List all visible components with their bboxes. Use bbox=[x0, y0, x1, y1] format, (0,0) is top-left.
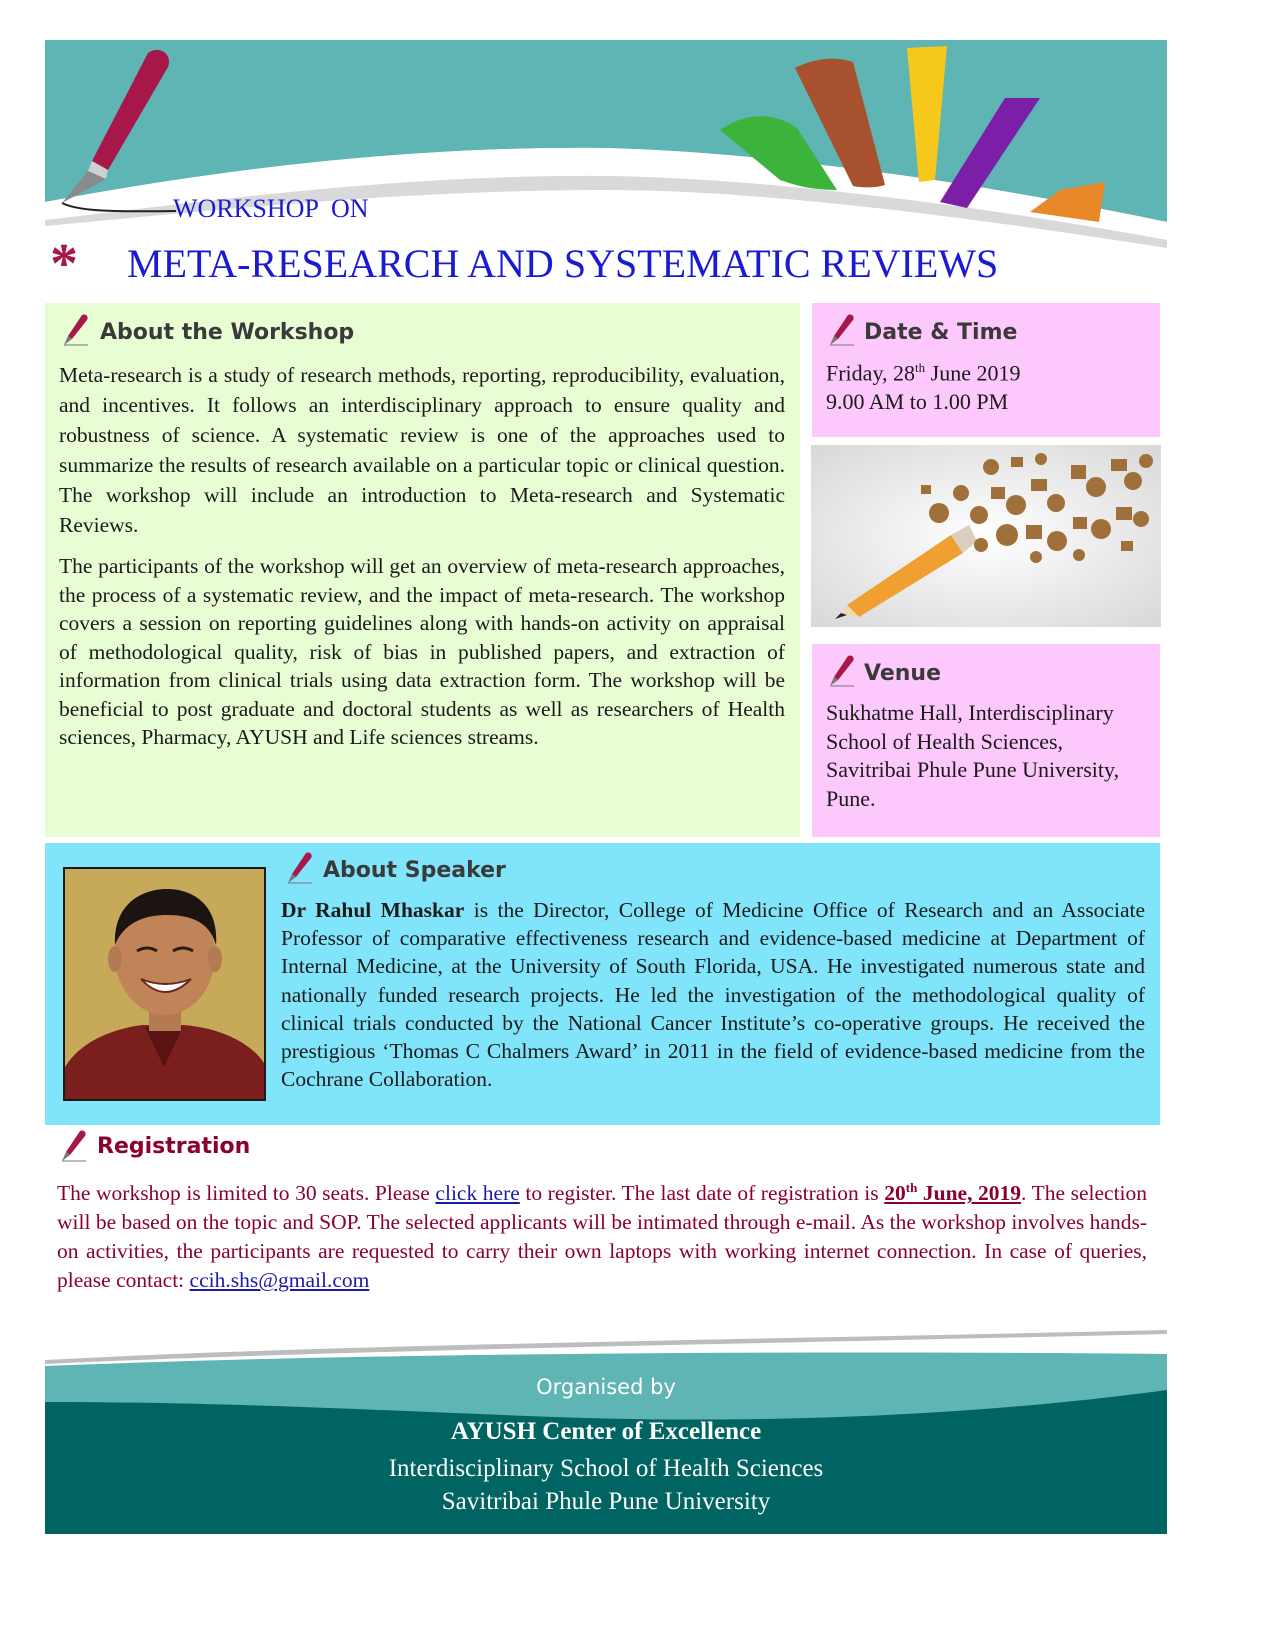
pen-icon bbox=[60, 314, 90, 348]
datetime-heading: Date & Time bbox=[864, 320, 1018, 345]
venue-line: School of Health Sciences, bbox=[826, 728, 1064, 754]
pen-icon bbox=[826, 314, 856, 348]
pencil-icons-illustration bbox=[811, 445, 1161, 627]
speaker-heading: About Speaker bbox=[323, 858, 506, 883]
registration-heading: Registration bbox=[97, 1134, 251, 1159]
registration-deadline-month: June, 2019 bbox=[917, 1181, 1022, 1206]
speaker-name: Dr Rahul Mhaskar bbox=[281, 898, 465, 922]
about-paragraph: The participants of the workshop will get an overview of meta-research approaches, the process of a systematic review, and the impact of meta-research. The workshop covers a session on reporting guidelines along with hands-on activity on appraisal of methodological quality, risk of bias in published papers, and extraction of information from clinical trials using data extraction form. The workshop will be beneficial to post graduate and doctoral students as well as researchers of Health sciences, Pharmacy, AYUSH and Life sciences streams. bbox=[59, 554, 785, 749]
registration-body bbox=[57, 1173, 1147, 1295]
venue-line: Savitribai Phule Pune University, bbox=[826, 757, 1120, 782]
speaker-photo bbox=[63, 867, 266, 1101]
venue-line: Sukhatme Hall, Interdisciplinary bbox=[826, 700, 1114, 725]
speaker-bio bbox=[281, 896, 1145, 1093]
registration-text: to register. The last date of registration is bbox=[519, 1181, 885, 1206]
about-body bbox=[59, 360, 785, 764]
organised-by-label: Organised by bbox=[536, 1375, 676, 1399]
workshop-on-label: WORKSHOP ON bbox=[173, 194, 369, 223]
contact-email-link[interactable]: ccih.shs@gmail.com bbox=[189, 1268, 370, 1293]
event-date bbox=[826, 360, 1020, 386]
event-date-day: Friday, 28 bbox=[826, 360, 916, 386]
registration-deadline-sup: th bbox=[905, 1180, 918, 1195]
organiser-university: Savitribai Phule Pune University bbox=[441, 1488, 771, 1515]
event-date-month: June 2019 bbox=[925, 360, 1021, 386]
pen-icon bbox=[58, 1130, 88, 1164]
event-time: 9.00 AM to 1.00 PM bbox=[826, 389, 1009, 414]
pen-icon bbox=[826, 655, 856, 689]
registration-deadline: 20 bbox=[884, 1181, 906, 1206]
title-bullet: * bbox=[50, 233, 78, 295]
pen-icon bbox=[284, 852, 314, 886]
register-link[interactable]: click here bbox=[435, 1181, 520, 1206]
about-paragraph: Meta-research is a study of research methods, reporting, reproducibility, evaluation, and incentives. It follows an interdisciplinary approach to ensure quality and robustness of science. A systematic review is one of the approaches used to summarize the results of research available on a particular topic or clinical question. The workshop will include an introduction to Meta-research and Systematic Reviews. bbox=[59, 363, 785, 537]
venue-heading: Venue bbox=[864, 661, 941, 686]
pen-icon bbox=[48, 45, 176, 215]
venue-address bbox=[826, 699, 1119, 813]
registration-text: The workshop is limited to 30 seats. Please bbox=[57, 1181, 436, 1206]
page-title: META-RESEARCH AND SYSTEMATIC REVIEWS bbox=[127, 241, 999, 286]
venue-line: Pune. bbox=[826, 785, 876, 811]
organiser-name: AYUSH Center of Excellence bbox=[450, 1418, 762, 1445]
organiser-school: Interdisciplinary School of Health Sciences bbox=[388, 1455, 824, 1482]
registration-text: . The selection will be based on the topic and SOP. The selected applicants will be intimated through e-mail. As the workshop involves hands-on activities, the participants are requested to carry their own laptops with working internet connection. In case of queries, please contact: bbox=[57, 1181, 1148, 1293]
about-heading: About the Workshop bbox=[100, 320, 355, 345]
speaker-bio-text: is the Director, College of Medicine Office of Research and an Associate Professor of comparative effectiveness research and evidence-based medicine at Department of Internal Medicine, at the University of South Florida, USA. He investigated numerous state and nationally funded research projects. He led the investigation of the methodological quality of clinical trials conducted by the National Cancer Institute’s co-operative groups. He received the prestigious ‘Thomas C Chalmers Award’ in 2011 in the field of evidence-based medicine from the Cochrane Collaboration. bbox=[281, 898, 1146, 1092]
event-date-sup: th bbox=[915, 360, 926, 375]
